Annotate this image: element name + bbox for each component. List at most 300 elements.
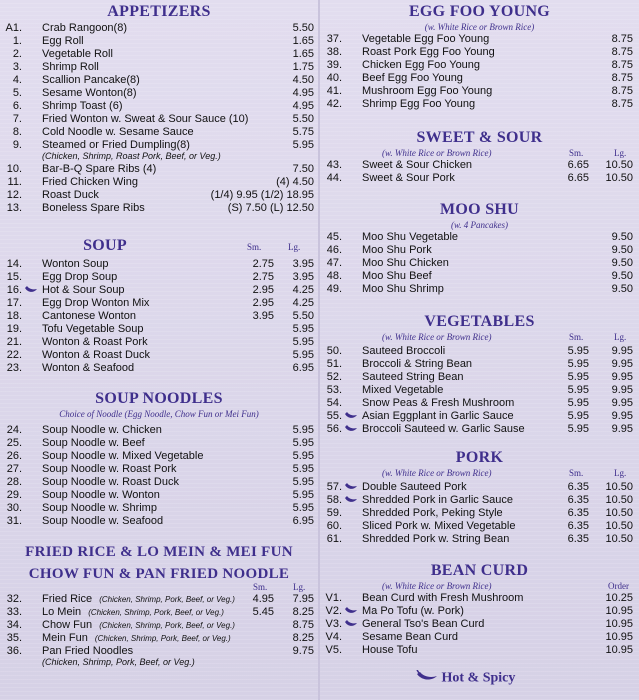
- header-small: Sm.: [247, 242, 262, 252]
- item-name: Double Sauteed Pork: [362, 481, 467, 493]
- item-number: 17.: [6, 297, 22, 309]
- item-name: Mushroom Egg Foo Young: [362, 85, 493, 97]
- item-number: 41.: [326, 85, 342, 97]
- menu-item: [320, 507, 639, 520]
- price-large: 10.50: [605, 533, 633, 545]
- item-number: 23.: [6, 362, 22, 374]
- menu-item: [320, 270, 639, 283]
- item-number: 26.: [6, 450, 22, 462]
- menu-item: [320, 231, 639, 244]
- price-large: 5.50: [292, 310, 314, 322]
- section-egg-foo-young: [320, 2, 639, 111]
- price-large: 3.95: [292, 258, 314, 270]
- item-number: 18.: [6, 310, 22, 322]
- item-price: 8.75: [611, 85, 633, 97]
- item-price: (1/4) 9.95 (1/2) 18.95: [210, 189, 314, 201]
- item-number: 39.: [326, 59, 342, 71]
- menu-item: [320, 397, 639, 410]
- item-price: 6.95: [292, 515, 314, 527]
- chili-pepper-icon: [345, 494, 357, 507]
- price-header: [320, 468, 639, 479]
- menu-item: [0, 606, 318, 619]
- menu-item: [0, 202, 318, 215]
- price-header: [0, 242, 318, 253]
- price-large: 9.95: [611, 358, 633, 370]
- header-small: Sm.: [569, 468, 584, 478]
- item-number: 45.: [326, 231, 342, 243]
- section-sweet-sour: [320, 128, 639, 185]
- item-number: 35.: [6, 632, 22, 644]
- item-name: Mein Fun (Chicken, Shrimp, Pork, Beef, or Veg.): [42, 632, 231, 644]
- item-name: Fried Wonton w. Sweat & Sour Sauce (10): [42, 113, 249, 125]
- menu-item: [0, 100, 318, 113]
- item-number: 29.: [6, 489, 22, 501]
- price-header: [320, 148, 639, 159]
- item-number: 27.: [6, 463, 22, 475]
- item-name: Scallion Pancake(8): [42, 74, 140, 86]
- price-small: 2.95: [252, 284, 274, 296]
- item-number: 60.: [326, 520, 342, 532]
- item-name: Lo Mein (Chicken, Shrimp, Pork, Beef, or Veg.): [42, 606, 224, 618]
- menu-item: [0, 126, 318, 139]
- price-small: 5.45: [252, 606, 274, 618]
- price-small: 6.35: [567, 507, 589, 519]
- menu-item: [0, 323, 318, 336]
- item-name: Shredded Pork in Garlic Sauce: [362, 494, 514, 506]
- item-options: (Chicken, Shrimp, Pork, Beef, or Veg.): [99, 621, 235, 630]
- item-name: Soup Noodle w. Roast Duck: [42, 476, 179, 488]
- item-price: 5.75: [292, 126, 314, 138]
- section-fried-rice: [0, 542, 318, 669]
- menu-item: [0, 113, 318, 126]
- item-price: 9.50: [611, 270, 633, 282]
- price-large: 10.50: [605, 172, 633, 184]
- item-price: 1.65: [292, 48, 314, 60]
- item-price: 5.95: [292, 450, 314, 462]
- item-name: Fried Rice (Chicken, Shrimp, Pork, Beef, or Veg.): [42, 593, 235, 605]
- item-number: 13.: [6, 202, 22, 214]
- item-number: V4.: [325, 631, 342, 643]
- item-name: Soup Noodle w. Chicken: [42, 424, 162, 436]
- moo-shu-list: [320, 231, 639, 296]
- menu-item: [0, 619, 318, 632]
- item-name: Cold Noodle w. Sesame Sauce: [42, 126, 194, 138]
- menu-item: [320, 283, 639, 296]
- section-subtitle: (w. White Rice or Brown Rice): [382, 468, 492, 478]
- menu-item: [0, 176, 318, 189]
- menu-item: [320, 85, 639, 98]
- price-large: 6.95: [292, 362, 314, 374]
- menu-item: [0, 48, 318, 61]
- item-price: (4) 4.50: [276, 176, 314, 188]
- item-name: Egg Roll: [42, 35, 84, 47]
- item-number: 32.: [6, 593, 22, 605]
- item-number: V2.: [325, 605, 342, 617]
- price-small: 6.65: [567, 159, 589, 171]
- menu-item: [0, 437, 318, 450]
- menu-item: [320, 494, 639, 507]
- section-subtitle: Choice of Noodle (Egg Noodle, Chow Fun or Mei Fun): [59, 409, 259, 419]
- chili-pepper-icon: [345, 605, 357, 618]
- price-large: 9.95: [611, 384, 633, 396]
- price-small: 2.75: [252, 258, 274, 270]
- price-large: 8.25: [292, 606, 314, 618]
- section-soup-noodles: [0, 389, 318, 528]
- item-number: 21.: [6, 336, 22, 348]
- item-number: 59.: [326, 507, 342, 519]
- item-name: Moo Shu Shrimp: [362, 283, 444, 295]
- item-number: 25.: [6, 437, 22, 449]
- item-price: 9.50: [611, 257, 633, 269]
- price-large: 10.50: [605, 520, 633, 532]
- item-name: Soup Noodle w. Mixed Vegetable: [42, 450, 204, 462]
- price-large: 8.25: [292, 632, 314, 644]
- price-large: 4.25: [292, 284, 314, 296]
- price-large: 10.50: [605, 507, 633, 519]
- egg-foo-young-list: [320, 33, 639, 111]
- item-price: (S) 7.50 (L) 12.50: [227, 202, 314, 214]
- section-subtitle: (w. White Rice or Brown Rice): [382, 581, 492, 591]
- hot-spicy-legend: [416, 670, 515, 687]
- item-number: V1.: [325, 592, 342, 604]
- item-name: Broccoli & String Bean: [362, 358, 473, 370]
- item-number: 1.: [12, 35, 22, 47]
- menu-item: [320, 533, 639, 546]
- item-name: Shredded Pork w. String Bean: [362, 533, 510, 545]
- price-small: 2.95: [252, 297, 274, 309]
- item-number: 30.: [6, 502, 22, 514]
- section-pork: [320, 448, 639, 546]
- item-price: 1.75: [292, 61, 314, 73]
- section-title: EGG FOO YOUNG: [408, 3, 551, 20]
- pork-list: [320, 481, 639, 546]
- item-name: Shrimp Egg Foo Young: [362, 98, 476, 110]
- item-name: Fried Chicken Wing: [42, 176, 138, 188]
- price-small: 6.35: [567, 481, 589, 493]
- item-price: 8.75: [611, 33, 633, 45]
- item-name: Roast Pork Egg Foo Young: [362, 46, 495, 58]
- price-small: 6.35: [567, 533, 589, 545]
- menu-item: [0, 61, 318, 74]
- legend-label: Hot & Spicy: [441, 670, 516, 686]
- menu-item: [320, 631, 639, 644]
- header-large: Lg.: [614, 148, 627, 158]
- menu-item: [0, 284, 318, 297]
- price-large: 5.95: [292, 336, 314, 348]
- item-number: V3.: [325, 618, 342, 630]
- item-name: Wonton & Roast Pork: [42, 336, 148, 348]
- price-small: 5.95: [567, 371, 589, 383]
- item-name: Cantonese Wonton: [42, 310, 136, 322]
- menu-item: [320, 33, 639, 46]
- soup-list: [0, 258, 318, 375]
- header-large: Lg.: [288, 242, 301, 252]
- menu-item: [0, 463, 318, 476]
- item-price: 5.95: [292, 463, 314, 475]
- item-name: Wonton Soup: [42, 258, 109, 270]
- item-name: Soup Noodle w. Seafood: [42, 515, 164, 527]
- menu-item: [320, 257, 639, 270]
- item-name: Bar-B-Q Spare Ribs (4): [42, 163, 157, 175]
- price-large: 8.75: [292, 619, 314, 631]
- item-note: (Chicken, Shrimp, Roast Pork, Beef, or Veg.): [42, 151, 221, 161]
- item-number: 43.: [326, 159, 342, 171]
- item-name: House Tofu: [362, 644, 418, 656]
- section-soup: [0, 236, 318, 375]
- price-large: 5.95: [292, 323, 314, 335]
- item-number: 42.: [326, 98, 342, 110]
- price-large: 5.95: [292, 349, 314, 361]
- item-name: Soup Noodle w. Shrimp: [42, 502, 157, 514]
- price-small: 4.95: [252, 593, 274, 605]
- item-name: Tofu Vegetable Soup: [42, 323, 144, 335]
- price-large: 9.95: [611, 410, 633, 422]
- item-number: 19.: [6, 323, 22, 335]
- price-large: 3.95: [292, 271, 314, 283]
- item-number: 51.: [326, 358, 342, 370]
- price-large: 10.50: [605, 159, 633, 171]
- item-number: 22.: [6, 349, 22, 361]
- item-note-row: [0, 152, 318, 163]
- item-number: 34.: [6, 619, 22, 631]
- section-title: SWEET & SOUR: [416, 129, 543, 146]
- section-subtitle: (w. 4 Pancakes): [450, 220, 509, 230]
- item-name: Sweet & Sour Pork: [362, 172, 455, 184]
- item-price: 4.95: [292, 87, 314, 99]
- item-number: 38.: [326, 46, 342, 58]
- price-large: 10.50: [605, 494, 633, 506]
- item-name: General Tso's Bean Curd: [362, 618, 485, 630]
- item-options: (Chicken, Shrimp, Pork, Beef, or Veg.): [99, 595, 235, 604]
- vegetable-list: [320, 345, 639, 436]
- item-number: 33.: [6, 606, 22, 618]
- menu-item: [320, 384, 639, 397]
- price-large: 7.95: [292, 593, 314, 605]
- item-name: Chow Fun (Chicken, Shrimp, Pork, Beef, or Veg.): [42, 619, 235, 631]
- item-number: 14.: [6, 258, 22, 270]
- item-number: 7.: [12, 113, 22, 125]
- item-note: (Chicken, Shrimp, Pork, Beef, or Veg.): [42, 657, 195, 667]
- chili-pepper-icon: [345, 423, 357, 436]
- menu-item: [320, 371, 639, 384]
- header-small: Sm.: [569, 332, 584, 342]
- item-name: Soup Noodle w. Wonton: [42, 489, 160, 501]
- item-number: 49.: [326, 283, 342, 295]
- menu-item: [320, 172, 639, 185]
- header-small: Sm.: [253, 582, 268, 592]
- section-subtitle: (w. White Rice or Brown Rice): [382, 148, 492, 158]
- menu-item: [0, 297, 318, 310]
- item-price: 5.50: [292, 113, 314, 125]
- item-price: 8.75: [611, 46, 633, 58]
- menu-item: [320, 481, 639, 494]
- item-price: 5.50: [292, 22, 314, 34]
- item-number: 52.: [326, 371, 342, 383]
- price-header: [320, 581, 639, 592]
- menu-item: [0, 74, 318, 87]
- item-price: 5.95: [292, 437, 314, 449]
- item-number: V5.: [325, 644, 342, 656]
- header-large: Lg.: [614, 332, 627, 342]
- item-number: 58.: [326, 494, 342, 506]
- item-price: 8.75: [611, 59, 633, 71]
- menu-item: [0, 349, 318, 362]
- price-small: 5.95: [567, 358, 589, 370]
- menu-item: [0, 632, 318, 645]
- section-title: PORK: [455, 449, 504, 466]
- item-number: A1.: [5, 22, 22, 34]
- menu-item: [320, 423, 639, 436]
- item-name: Sliced Pork w. Mixed Vegetable: [362, 520, 516, 532]
- item-number: 31.: [6, 515, 22, 527]
- price-small: 2.75: [252, 271, 274, 283]
- section-title: MOO SHU: [440, 201, 519, 218]
- item-name: Shredded Pork, Peking Style: [362, 507, 503, 519]
- item-name: Ma Po Tofu (w. Pork): [362, 605, 464, 617]
- item-number: 37.: [326, 33, 342, 45]
- item-options: (Chicken, Shrimp, Pork, Beef, or Veg.): [88, 608, 224, 617]
- item-price: 5.95: [292, 489, 314, 501]
- section-vegetables: [320, 312, 639, 436]
- menu-item: [0, 163, 318, 176]
- menu-item: [320, 244, 639, 257]
- item-number: 5.: [12, 87, 22, 99]
- item-number: 2.: [12, 48, 22, 60]
- item-name: Egg Drop Wonton Mix: [42, 297, 150, 309]
- chili-pepper-icon: [345, 481, 357, 494]
- header-order: Order: [608, 581, 629, 591]
- section-title: VEGETABLES: [424, 313, 535, 330]
- price-small: 6.65: [567, 172, 589, 184]
- item-price: 5.95: [292, 502, 314, 514]
- chili-pepper-icon: [25, 284, 37, 297]
- item-number: 61.: [326, 533, 342, 545]
- item-number: 48.: [326, 270, 342, 282]
- chili-pepper-icon: [416, 670, 438, 687]
- sweet-sour-list: [320, 159, 639, 185]
- section-moo-shu: [320, 200, 639, 296]
- item-number: 3.: [12, 61, 22, 73]
- menu-item: [0, 450, 318, 463]
- item-price: 4.50: [292, 74, 314, 86]
- item-name: Soup Noodle w. Beef: [42, 437, 145, 449]
- menu-item: [320, 345, 639, 358]
- price-large: 9.95: [611, 371, 633, 383]
- price-small: 5.95: [567, 345, 589, 357]
- item-number: 15.: [6, 271, 22, 283]
- header-large: Lg.: [614, 468, 627, 478]
- item-name: Broccoli Sauteed w. Garlic Sause: [362, 423, 525, 435]
- item-price: 9.50: [611, 244, 633, 256]
- item-price: 7.50: [292, 163, 314, 175]
- menu-item: [320, 358, 639, 371]
- item-number: 6.: [12, 100, 22, 112]
- item-number: 55.: [326, 410, 342, 422]
- price-large: 9.95: [611, 345, 633, 357]
- menu-item: [320, 410, 639, 423]
- item-name: Chicken Egg Foo Young: [362, 59, 481, 71]
- item-price: 5.95: [292, 424, 314, 436]
- item-number: 47.: [326, 257, 342, 269]
- section-title: SOUP NOODLES: [95, 390, 223, 407]
- header-small: Sm.: [569, 148, 584, 158]
- item-price: 9.50: [611, 283, 633, 295]
- menu-item: [320, 98, 639, 111]
- item-name: Sesame Wonton(8): [42, 87, 137, 99]
- price-small: 5.95: [567, 384, 589, 396]
- item-name: Egg Drop Soup: [42, 271, 118, 283]
- item-price: 4.95: [292, 100, 314, 112]
- menu-item: [0, 336, 318, 349]
- fried-rice-list: [0, 593, 318, 669]
- item-price: 10.95: [605, 605, 633, 617]
- item-name: Beef Egg Foo Young: [362, 72, 463, 84]
- menu-item: [0, 502, 318, 515]
- menu-item: [320, 520, 639, 533]
- price-large: 9.95: [611, 423, 633, 435]
- price-header: [0, 582, 318, 593]
- item-name: Shrimp Toast (6): [42, 100, 123, 112]
- menu-item: [0, 189, 318, 202]
- section-title-line2: CHOW FUN & PAN FRIED NOODLE: [28, 566, 290, 582]
- menu-item: [0, 87, 318, 100]
- menu-item: [320, 644, 639, 657]
- item-price: 10.95: [605, 644, 633, 656]
- item-name: Snow Peas & Fresh Mushroom: [362, 397, 515, 409]
- item-name: Shrimp Roll: [42, 61, 99, 73]
- item-price: 5.95: [292, 139, 314, 151]
- item-name: Roast Duck: [42, 189, 99, 201]
- item-price: 5.95: [292, 476, 314, 488]
- menu-item: [320, 618, 639, 631]
- item-number: 46.: [326, 244, 342, 256]
- price-large: 9.95: [611, 397, 633, 409]
- item-number: 8.: [12, 126, 22, 138]
- menu-item: [320, 605, 639, 618]
- item-name: Vegetable Roll: [42, 48, 113, 60]
- item-number: 4.: [12, 74, 22, 86]
- price-small: 6.35: [567, 494, 589, 506]
- menu-item: [0, 424, 318, 437]
- item-name: Pan Fried Noodles: [42, 645, 134, 657]
- chili-pepper-icon: [345, 410, 357, 423]
- item-name: Soup Noodle w. Roast Pork: [42, 463, 177, 475]
- menu-item: [0, 310, 318, 323]
- price-small: 5.95: [567, 397, 589, 409]
- item-name: Mixed Vegetable: [362, 384, 444, 396]
- item-price: 9.50: [611, 231, 633, 243]
- item-name: Wonton & Seafood: [42, 362, 135, 374]
- menu-item: [320, 46, 639, 59]
- section-title-line1: FRIED RICE & LO MEIN & MEI FUN: [25, 544, 293, 560]
- menu-item: [320, 72, 639, 85]
- item-options: (Chicken, Shrimp, Pork, Beef, or Veg.): [94, 634, 231, 643]
- section-bean-curd: [320, 561, 639, 657]
- section-title: SOUP: [83, 237, 127, 254]
- menu-item: [320, 159, 639, 172]
- soup-noodle-list: [0, 424, 318, 528]
- item-number: 44.: [326, 172, 342, 184]
- item-name: Sauteed String Bean: [362, 371, 464, 383]
- section-subtitle: (w. White Rice or Brown Rice): [382, 332, 492, 342]
- item-number: 28.: [6, 476, 22, 488]
- item-name: Boneless Spare Ribs: [42, 202, 145, 214]
- item-name: Sweet & Sour Chicken: [362, 159, 473, 171]
- price-large: 4.25: [292, 297, 314, 309]
- item-price: 8.75: [611, 72, 633, 84]
- price-small: 3.95: [252, 310, 274, 322]
- menu-item: [320, 59, 639, 72]
